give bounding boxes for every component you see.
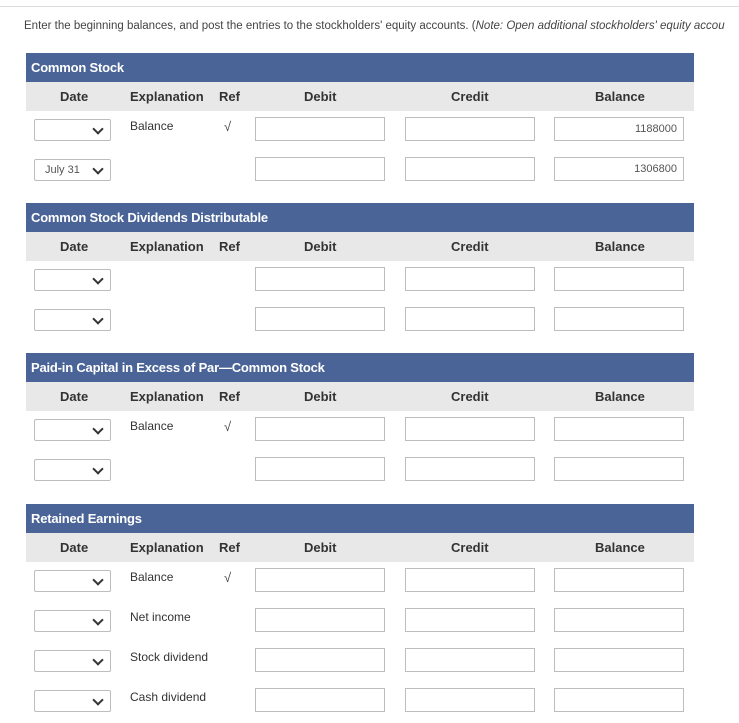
explanation-text: Balance: [130, 570, 174, 584]
credit-input[interactable]: [405, 267, 535, 291]
header-balance: Balance: [595, 389, 645, 404]
debit-input[interactable]: [255, 648, 385, 672]
header-ref: Ref: [219, 239, 240, 254]
explanation-text: Stock dividend: [130, 650, 209, 664]
header-debit: Debit: [304, 239, 337, 254]
header-ref: Ref: [219, 389, 240, 404]
explanation-text: Balance: [130, 419, 174, 433]
account-title: Paid-in Capital in Excess of Par—Common Stock: [26, 353, 694, 382]
column-header-row: [26, 82, 694, 111]
explanation-text: Net income: [130, 610, 191, 624]
header-explanation: Explanation: [130, 239, 204, 254]
balance-input[interactable]: 1188000: [554, 117, 684, 141]
header-debit: Debit: [304, 540, 337, 555]
header-balance: Balance: [595, 89, 645, 104]
credit-input[interactable]: [405, 608, 535, 632]
chevron-down-icon: [92, 313, 103, 324]
header-balance: Balance: [595, 239, 645, 254]
date-select[interactable]: [34, 650, 111, 672]
header-balance: Balance: [595, 540, 645, 555]
account-title: Common Stock Dividends Distributable: [26, 203, 694, 232]
header-date: Date: [60, 89, 89, 104]
debit-input[interactable]: [255, 267, 385, 291]
debit-input[interactable]: [255, 307, 385, 331]
date-select[interactable]: [34, 159, 111, 181]
credit-input[interactable]: [405, 157, 535, 181]
account-title: Retained Earnings: [26, 504, 694, 533]
ref-check: √: [224, 419, 232, 434]
date-select[interactable]: [34, 570, 111, 592]
date-select[interactable]: [34, 610, 111, 632]
ledger-row: [26, 602, 694, 642]
header-explanation: Explanation: [130, 389, 204, 404]
credit-input[interactable]: [405, 648, 535, 672]
date-select[interactable]: [34, 419, 111, 441]
header-credit: Credit: [451, 239, 489, 254]
account-common-stock: [26, 53, 694, 191]
header-explanation: Explanation: [130, 540, 204, 555]
ledger-row: [26, 261, 694, 301]
header-ref: Ref: [219, 540, 240, 555]
header-credit: Credit: [451, 389, 489, 404]
ledger-row: [26, 562, 694, 602]
header-credit: Credit: [451, 89, 489, 104]
date-value: July 31: [45, 164, 80, 176]
credit-input[interactable]: [405, 457, 535, 481]
ledger-row: [26, 151, 694, 191]
instruction-note-label: Note:: [475, 20, 504, 32]
instruction-note-text: Open additional stockholders' equity accou: [503, 20, 725, 32]
balance-input[interactable]: [554, 307, 684, 331]
top-divider: [0, 6, 739, 7]
debit-input[interactable]: [255, 457, 385, 481]
account-retained-earnings: [26, 504, 694, 722]
chevron-down-icon: [92, 463, 103, 474]
chevron-down-icon: [92, 574, 103, 585]
credit-input[interactable]: [405, 417, 535, 441]
date-select[interactable]: [34, 459, 111, 481]
balance-input[interactable]: [554, 648, 684, 672]
credit-input[interactable]: [405, 307, 535, 331]
balance-input[interactable]: [554, 568, 684, 592]
header-debit: Debit: [304, 389, 337, 404]
column-header-row: [26, 382, 694, 411]
balance-input[interactable]: [554, 608, 684, 632]
ledger-row: [26, 451, 694, 491]
chevron-down-icon: [92, 654, 103, 665]
ledger-row: [26, 111, 694, 151]
date-select[interactable]: [34, 119, 111, 141]
credit-input[interactable]: [405, 117, 535, 141]
instruction-text: Enter the beginning balances, and post the entries to the stockholders' equity accounts. (: [24, 20, 476, 32]
header-date: Date: [60, 389, 89, 404]
instructions: [24, 20, 725, 32]
debit-input[interactable]: [255, 688, 385, 712]
debit-input[interactable]: [255, 117, 385, 141]
debit-input[interactable]: [255, 157, 385, 181]
chevron-down-icon: [92, 423, 103, 434]
ledger-row: [26, 301, 694, 341]
balance-input[interactable]: 1306800: [554, 157, 684, 181]
date-select[interactable]: [34, 690, 111, 712]
ledger-row: [26, 682, 694, 722]
account-paid-in-capital: [26, 353, 694, 491]
chevron-down-icon: [92, 163, 103, 174]
header-date: Date: [60, 540, 89, 555]
header-debit: Debit: [304, 89, 337, 104]
date-select[interactable]: [34, 269, 111, 291]
column-header-row: [26, 232, 694, 261]
balance-input[interactable]: [554, 457, 684, 481]
ledger-row: [26, 642, 694, 682]
balance-input[interactable]: [554, 417, 684, 441]
header-date: Date: [60, 239, 89, 254]
explanation-text: Balance: [130, 119, 174, 133]
chevron-down-icon: [92, 273, 103, 284]
ledger-row: [26, 411, 694, 451]
date-select[interactable]: [34, 309, 111, 331]
credit-input[interactable]: [405, 688, 535, 712]
account-title: Common Stock: [26, 53, 694, 82]
column-header-row: [26, 533, 694, 562]
chevron-down-icon: [92, 123, 103, 134]
debit-input[interactable]: [255, 417, 385, 441]
header-explanation: Explanation: [130, 89, 204, 104]
ref-check: √: [224, 570, 232, 585]
debit-input[interactable]: [255, 568, 385, 592]
balance-input[interactable]: [554, 267, 684, 291]
ref-check: √: [224, 119, 232, 134]
account-common-stock-dividends-distributable: [26, 203, 694, 341]
balance-input[interactable]: [554, 688, 684, 712]
chevron-down-icon: [92, 694, 103, 705]
credit-input[interactable]: [405, 568, 535, 592]
header-credit: Credit: [451, 540, 489, 555]
header-ref: Ref: [219, 89, 240, 104]
debit-input[interactable]: [255, 608, 385, 632]
explanation-text: Cash dividend: [130, 690, 207, 704]
chevron-down-icon: [92, 614, 103, 625]
